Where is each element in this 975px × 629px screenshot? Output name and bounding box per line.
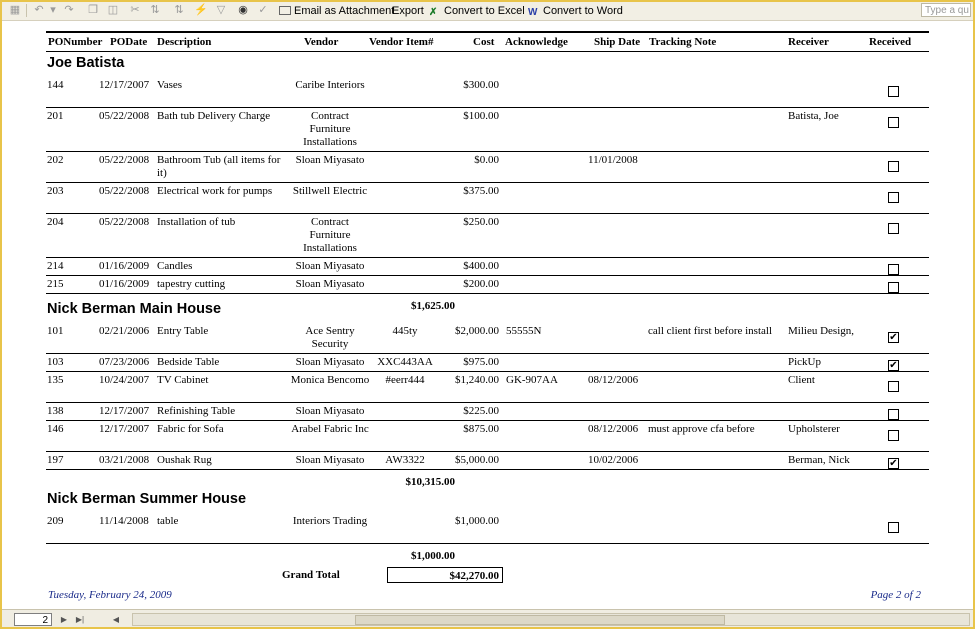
grand-total-value: $42,270.00 (387, 567, 503, 583)
cost-cell: $300.00 (463, 79, 499, 91)
next-arrow-icon: ▶ (60, 615, 68, 624)
receiver-cell: Client (788, 374, 815, 386)
header-receiver: Receiver (788, 36, 829, 48)
po-number-cell: 204 (47, 216, 64, 228)
received-checkbox[interactable] (888, 381, 899, 392)
last-page-button[interactable] (74, 613, 86, 626)
po-number-cell: 215 (47, 278, 64, 290)
cost-cell: $0.00 (474, 154, 499, 166)
vendor-item-cell: #eerr444 (385, 374, 425, 386)
vendor-cell: Sloan Miyasato (295, 154, 365, 166)
receiver-cell: Milieu Design, (788, 325, 854, 337)
email-as-attachment-label: Email as Attachment (294, 5, 395, 17)
group-subtotal: $1,000.00 (411, 550, 455, 562)
filter-by-selection-icon[interactable]: ⚡ (194, 4, 208, 16)
header-tracking-note: Tracking Note (649, 36, 717, 48)
table-row (46, 403, 929, 421)
next-page-button[interactable] (58, 613, 70, 626)
tracking-note-cell: must approve cfa before (648, 423, 755, 435)
acknowledge-cell: GK-907AA (506, 374, 558, 386)
table-row (46, 513, 929, 544)
table-row (46, 372, 929, 403)
dropdown-arrow-icon[interactable]: ▾ (50, 4, 56, 16)
received-checkbox[interactable] (888, 409, 899, 420)
vendor-cell: Interiors Trading (292, 515, 368, 527)
vendor-cell: Sloan Miyasato (295, 260, 365, 272)
received-checkbox[interactable]: ✔ (889, 458, 898, 469)
report-page (2, 21, 973, 609)
vendor-cell: Sloan Miyasato (295, 278, 365, 290)
po-number-cell: 101 (47, 325, 64, 337)
po-date-cell: 05/22/2008 (99, 110, 150, 122)
ship-date-cell: 08/12/2006 (588, 374, 639, 386)
description-cell: Electrical work for pumps (157, 185, 273, 197)
row-divider (46, 293, 929, 294)
cost-cell: $200.00 (463, 278, 499, 290)
description-cell: Fabric for Sofa (157, 423, 224, 435)
po-date-cell: 02/21/2006 (99, 325, 150, 337)
vendor-cell: Arabel Fabric Inc (291, 423, 369, 435)
po-date-cell: 01/16/2009 (99, 278, 150, 290)
cost-cell: $975.00 (463, 356, 499, 368)
header-vendor: Vendor (304, 36, 339, 48)
vendor-cell: Contract Furniture Installations (303, 110, 357, 148)
report-toolbar (2, 2, 973, 21)
email-icon (279, 6, 291, 15)
scrollbar-thumb[interactable] (355, 615, 725, 625)
description-cell: Installation of tub (157, 216, 236, 228)
spelling-check-icon[interactable]: ✓ (258, 4, 268, 16)
description-cell: Refinishing Table (157, 405, 236, 417)
vendor-cell: Contract Furniture Installations (303, 216, 357, 254)
po-number-cell: 202 (47, 154, 64, 166)
ship-date-cell: 10/02/2006 (588, 454, 639, 466)
po-number-cell: 146 (47, 423, 64, 435)
table-row (46, 276, 929, 294)
received-checkbox[interactable]: ✔ (889, 332, 898, 343)
record-navigation-bar (2, 609, 973, 628)
email-as-attachment-button[interactable] (279, 4, 394, 18)
cost-cell: $2,000.00 (455, 325, 499, 337)
redo-icon[interactable]: ↷ (64, 4, 74, 16)
header-received: Received (869, 36, 912, 48)
po-number-cell: 103 (47, 356, 64, 368)
cost-cell: $100.00 (463, 110, 499, 122)
footer-page-number: Page 2 of 2 (870, 589, 921, 601)
description-cell: Bathroom Tub (all items for it) (157, 154, 281, 179)
table-row (46, 152, 929, 183)
receiver-cell: Berman, Nick (788, 454, 850, 466)
po-date-cell: 11/14/2008 (99, 515, 149, 527)
word-icon: W (528, 7, 538, 18)
horizontal-scrollbar[interactable] (132, 613, 970, 626)
po-number-cell: 144 (47, 79, 64, 91)
page-number-input[interactable]: 2 (14, 613, 52, 626)
po-date-cell: 07/23/2006 (99, 356, 150, 368)
description-cell: table (157, 515, 179, 527)
table-row (46, 183, 929, 214)
cost-cell: $1,000.00 (455, 515, 499, 527)
cost-cell: $250.00 (463, 216, 499, 228)
cut-icon[interactable]: ✂ (130, 4, 140, 16)
acknowledge-cell: 55555N (506, 325, 542, 337)
receiver-cell: Batista, Joe (788, 110, 839, 122)
description-cell: Candles (157, 260, 193, 272)
description-cell: tapestry cutting (157, 278, 226, 290)
grand-total-label: Grand Total (282, 569, 340, 581)
cost-cell: $5,000.00 (455, 454, 499, 466)
received-checkbox[interactable] (888, 86, 899, 97)
convert-to-word-label: Convert to Word (543, 5, 623, 17)
po-date-cell: 12/17/2007 (99, 79, 150, 91)
table-row (46, 108, 929, 152)
po-number-cell: 214 (47, 260, 64, 272)
sort-descending-icon[interactable]: ⇅ (174, 4, 184, 16)
po-number-cell: 197 (47, 454, 64, 466)
tracking-note-cell: call client first before install (648, 325, 773, 337)
po-date-cell: 12/17/2007 (99, 423, 150, 435)
save-icon[interactable]: ▦ (9, 4, 21, 16)
paste-icon[interactable]: ◫ (107, 4, 119, 16)
export-label: Export (392, 5, 424, 17)
vendor-cell: Ace Sentry Security (305, 325, 355, 350)
description-cell: Bedside Table (157, 356, 220, 368)
receiver-cell: PickUp (788, 356, 821, 368)
group-title: Nick Berman Summer House (47, 491, 247, 507)
group-subtotal: $10,315.00 (405, 476, 455, 488)
table-row (46, 452, 929, 470)
ship-date-cell: 11/01/2008 (588, 154, 638, 166)
description-cell: TV Cabinet (157, 374, 209, 386)
filter-icon[interactable]: ▽ (216, 4, 226, 16)
description-cell: Entry Table (157, 325, 209, 337)
header-top-rule (46, 31, 929, 33)
header-ponumber: PONumber (48, 36, 103, 48)
excel-icon: ✗ (429, 7, 438, 18)
vendor-cell: Monica Bencomo (290, 374, 370, 386)
header-bottom-rule (46, 51, 929, 52)
header-vendor-item: Vendor Item# (369, 36, 434, 48)
table-row (46, 77, 929, 108)
po-date-cell: 12/17/2007 (99, 405, 150, 417)
footer-date: Tuesday, February 24, 2009 (48, 589, 172, 601)
row-divider (46, 469, 929, 470)
header-podate: PODate (110, 36, 148, 48)
received-checkbox[interactable] (888, 522, 899, 533)
po-date-cell: 05/22/2008 (99, 154, 150, 166)
cost-cell: $225.00 (463, 405, 499, 417)
convert-to-word-button[interactable] (528, 4, 623, 18)
received-checkbox[interactable] (888, 223, 899, 234)
copy-icon[interactable]: ❐ (88, 4, 98, 16)
cost-cell: $375.00 (463, 185, 499, 197)
vendor-item-cell: AW3322 (385, 454, 425, 466)
po-date-cell: 01/16/2009 (99, 260, 150, 272)
received-checkbox[interactable] (888, 430, 899, 441)
toolbar-separator (26, 4, 27, 17)
po-number-cell: 135 (47, 374, 64, 386)
row-divider (46, 543, 929, 544)
received-checkbox[interactable] (888, 117, 899, 128)
group-subtotal: $1,625.00 (411, 300, 455, 312)
received-checkbox[interactable] (888, 264, 899, 275)
table-row (46, 258, 929, 276)
received-checkbox[interactable]: ✔ (889, 360, 898, 371)
po-number-cell: 138 (47, 405, 64, 417)
undo-icon[interactable]: ↶ (34, 4, 44, 16)
table-row (46, 421, 929, 452)
vendor-item-cell: XXC443AA (377, 356, 433, 368)
header-acknowledge: Acknowledge (505, 36, 568, 48)
table-row (46, 214, 929, 258)
received-checkbox[interactable] (888, 282, 899, 293)
header-cost: Cost (473, 36, 495, 48)
receiver-cell: Upholsterer (788, 423, 840, 435)
po-number-cell: 209 (47, 515, 64, 527)
table-row (46, 323, 929, 354)
ship-date-cell: 08/12/2006 (588, 423, 639, 435)
convert-to-excel-button[interactable] (429, 4, 525, 18)
header-ship-date: Ship Date (594, 36, 641, 48)
sort-ascending-icon[interactable]: ⇅ (150, 4, 160, 16)
vendor-cell: Sloan Miyasato (295, 356, 365, 368)
received-checkbox[interactable] (888, 192, 899, 203)
description-cell: Bath tub Delivery Charge (157, 110, 271, 122)
description-cell: Vases (157, 79, 183, 91)
export-button[interactable] (392, 4, 424, 18)
group-title: Nick Berman Main House (47, 301, 222, 317)
po-date-cell: 05/22/2008 (99, 185, 150, 197)
vendor-cell: Sloan Miyasato (295, 454, 365, 466)
po-number-cell: 201 (47, 110, 64, 122)
scroll-left-icon: ◀ (112, 615, 120, 624)
received-checkbox[interactable] (888, 161, 899, 172)
scroll-left-button[interactable] (110, 613, 122, 626)
po-date-cell: 03/21/2008 (99, 454, 150, 466)
type-a-question-field[interactable]: Type a qu (921, 3, 971, 17)
description-cell: Oushak Rug (157, 454, 212, 466)
last-page-icon: ▶| (75, 615, 85, 624)
cost-cell: $400.00 (463, 260, 499, 272)
vendor-item-cell: 445ty (392, 325, 418, 337)
vendor-cell: Stillwell Electric (292, 185, 368, 197)
po-date-cell: 10/24/2007 (99, 374, 150, 386)
vendor-cell: Sloan Miyasato (295, 405, 365, 417)
table-row (46, 354, 929, 372)
po-date-cell: 05/22/2008 (99, 216, 150, 228)
po-number-cell: 203 (47, 185, 64, 197)
header-description: Description (157, 36, 212, 48)
convert-to-excel-label: Convert to Excel (444, 5, 525, 17)
group-title: Joe Batista (47, 55, 125, 71)
cost-cell: $875.00 (463, 423, 499, 435)
vendor-cell: Caribe Interiors (295, 79, 365, 91)
cost-cell: $1,240.00 (455, 374, 499, 386)
find-binoculars-icon[interactable]: ◉ (238, 4, 248, 16)
